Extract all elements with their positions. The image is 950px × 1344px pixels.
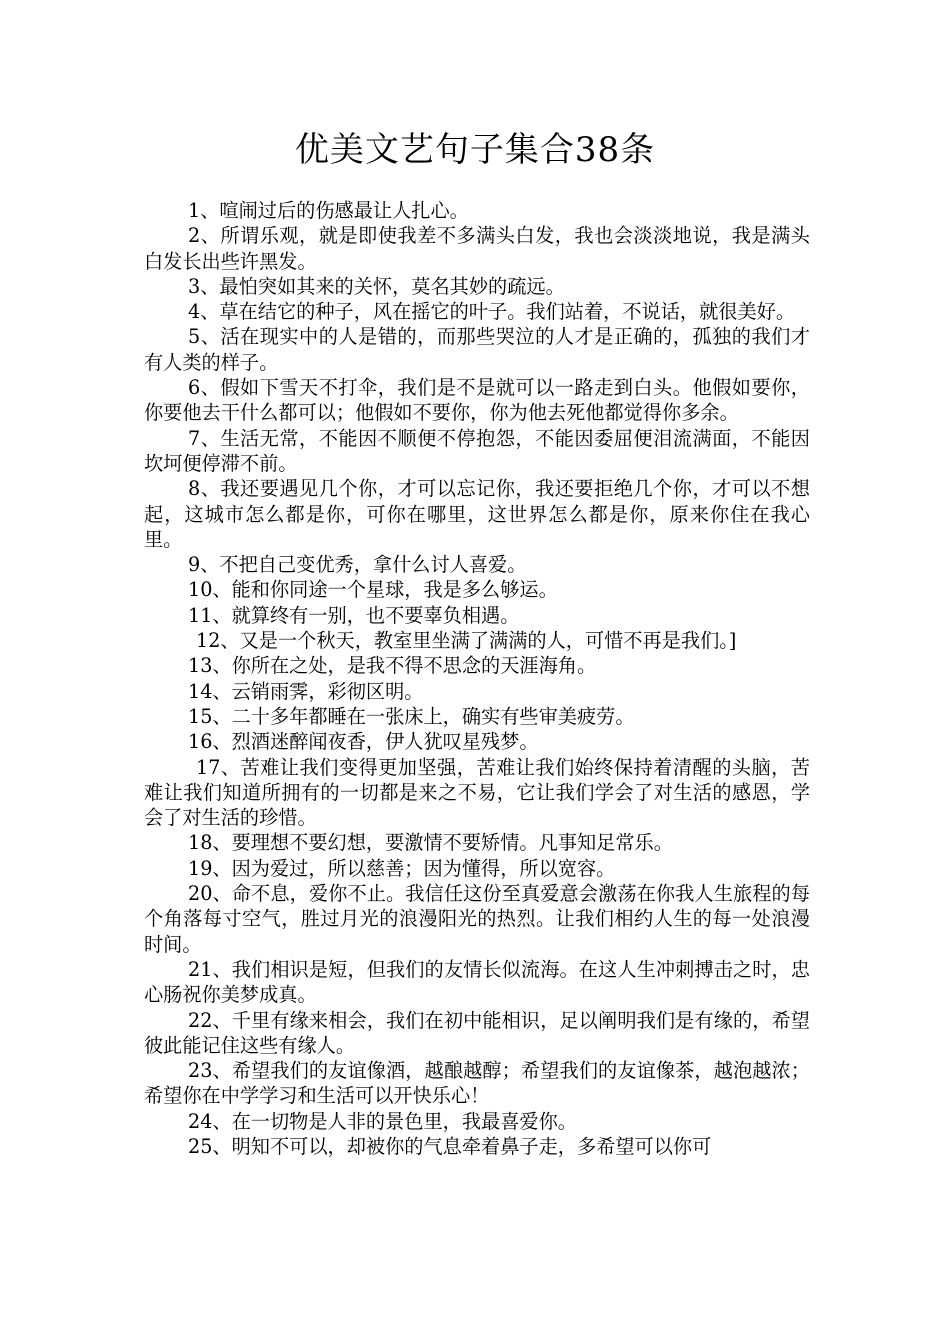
- sentence-3: 3、最怕突如其来的关怀，莫名其妙的疏远。: [188, 274, 565, 298]
- sentence-17: 17、苦难让我们变得更加坚强，苦难让我们始终保持着清醒的头脑，苦难让我们知道所拥有的一切都是来之不易，它让我们学会了对生活的感恩，学会了对生活的珍惜。: [144, 755, 810, 830]
- sentence-6: 6、假如下雪天不打伞，我们是不是就可以一路走到白头。他假如要你，你要他去干什么都可以；他假如不要你，你为他去死他都觉得你多余。: [144, 376, 810, 425]
- sentence-14: 14、云销雨霁，彩彻区明。: [188, 679, 424, 703]
- sentence-15: 15、二十多年都睡在一张床上，确实有些审美疲劳。: [188, 704, 635, 728]
- sentence-5: 5、活在现实中的人是错的，而那些哭泣的人才是正确的，孤独的我们才有人类的样子。: [144, 325, 810, 374]
- sentence-25: 25、明知不可以，却被你的气息牵着鼻子走，多希望可以你可: [188, 1134, 712, 1158]
- sentence-22: 22、千里有缘来相会，我们在初中能相识，足以阐明我们是有缘的，希望彼此能记住这些有缘人。: [144, 1008, 810, 1057]
- sentence-11: 11、就算终有一别，也不要辜负相遇。: [188, 603, 520, 627]
- sentence-1: 1、喧闹过后的伤感最让人扎心。: [188, 199, 469, 222]
- sentence-2: 2、所谓乐观，就是即使我差不多满头白发，我也会淡淡地说，我是满头白发长出些许黑发。: [144, 224, 810, 273]
- sentence-8: 8、我还要遇见几个你，才可以忘记你，我还要拒绝几个你，才可以不想起，这城市怎么都是你，可你在哪里，这世界怎么都是你，原来你住在我心里。: [144, 477, 810, 551]
- document-body: [144, 198, 810, 1159]
- sentence-12: 12、又是一个秋天，教室里坐满了满满的人，可惜不再是我们。]: [196, 629, 737, 653]
- sentence-9: 9、不把自己变优秀，拿什么讨人喜爱。: [188, 553, 527, 577]
- sentence-21: 21、我们相识是短，但我们的友情长似流海。在这人生冲刺搏击之时，忠心肠祝你美梦成真。: [144, 957, 810, 1007]
- sentence-10: 10、能和你同途一个星球，我是多么够运。: [188, 578, 558, 602]
- sentence-13: 13、你所在之处，是我不得不思念的天涯海角。: [188, 654, 597, 678]
- sentence-18: 18、要理想不要幻想，要激情不要矫情。凡事知足常乐。: [188, 831, 673, 855]
- sentence-24: 24、在一切物是人非的景色里，我最喜爱你。: [188, 1109, 577, 1133]
- sentence-7: 7、生活无常，不能因不顺便不停抱怨，不能因委屈便泪流满面，不能因坎坷便停滞不前。: [144, 426, 810, 475]
- sentence-19: 19、因为爱过，所以慈善；因为懂得，所以宽容。: [188, 856, 616, 880]
- sentence-23: 23、希望我们的友谊像酒，越酿越醇；希望我们的友谊像茶，越泡越浓；希望你在中学学习和生活可以开快乐心！: [144, 1059, 810, 1108]
- document-title: 优美文艺句子集合38条: [294, 130, 656, 170]
- sentence-20: 20、命不息，爱你不止。我信任这份至真爱意会激荡在你我人生旅程的每个角落每寸空气，胜过月光的浪漫阳光的热烈。让我们相约人生的每一处浪漫时间。: [144, 882, 810, 956]
- sentence-16: 16、烈酒迷醉闻夜香，伊人犹叹星残梦。: [188, 730, 539, 754]
- sentence-4: 4、草在结它的种子，风在摇它的叶子。我们站着，不说话，就很美好。: [188, 300, 796, 324]
